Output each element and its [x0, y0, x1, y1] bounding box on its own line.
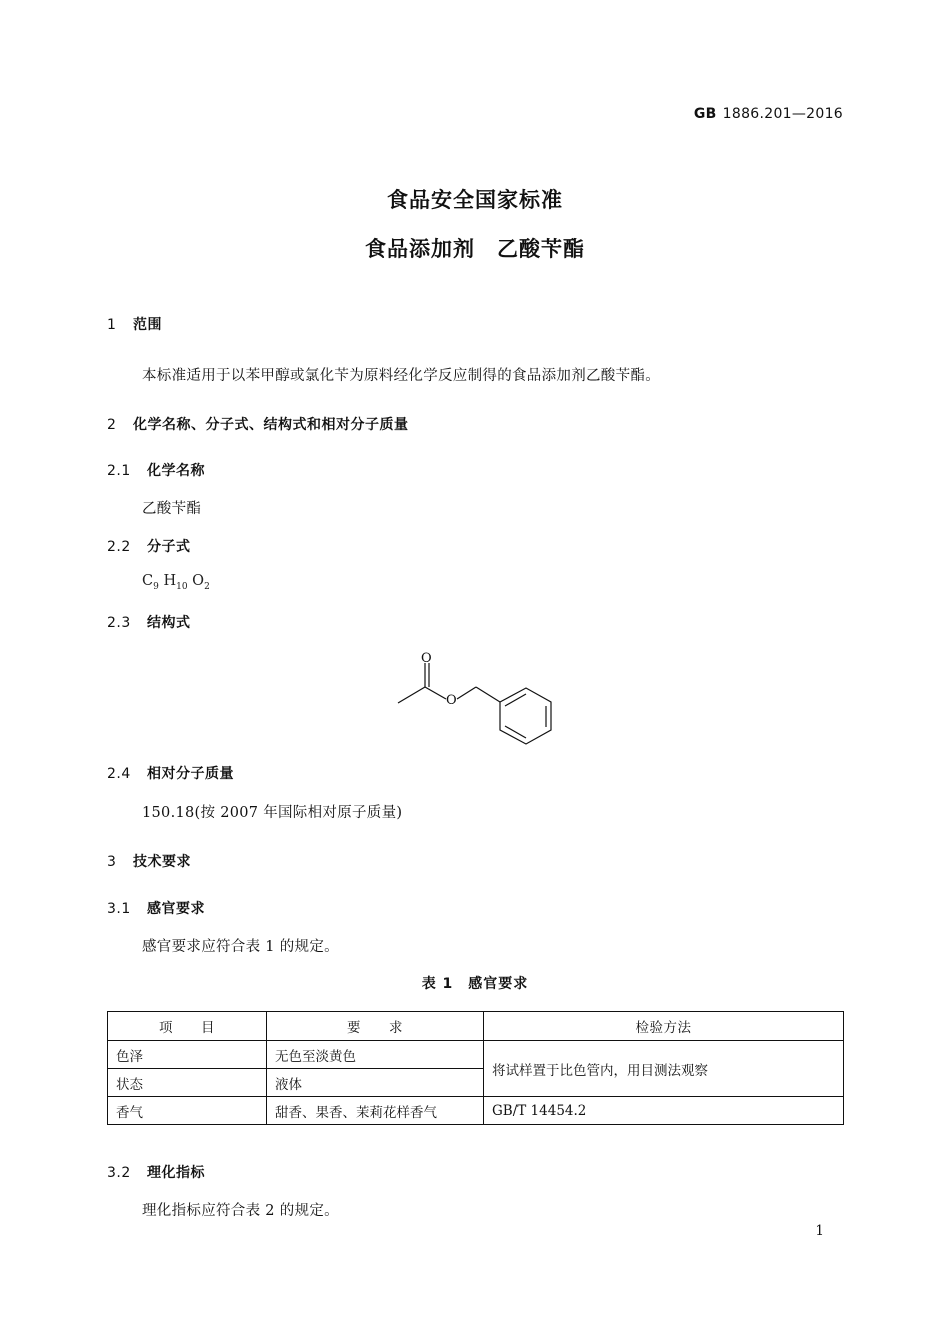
- table-row: [108, 1041, 844, 1069]
- section-number: 2: [107, 417, 117, 433]
- table-cell-requirement: 无色至淡黄色: [267, 1041, 484, 1069]
- section-3-2-heading: [107, 1162, 205, 1182]
- table-cell-method-merged: 将试样置于比色管内，用目测法观察: [484, 1041, 844, 1097]
- table-header-row: [108, 1012, 844, 1041]
- section-title: 化学名称: [147, 463, 205, 479]
- table-cell-method: GB/T 14454.2: [484, 1097, 844, 1125]
- section-number: 2.3: [107, 615, 131, 631]
- carbonyl-oxygen-label: O: [421, 651, 432, 666]
- section-3-heading: [107, 851, 191, 871]
- section-number: 3.1: [107, 901, 131, 917]
- section-3-1-heading: [107, 898, 205, 918]
- table-cell-requirement: 甜香、果香、茉莉花样香气: [267, 1097, 484, 1125]
- section-3-1-text: 感官要求应符合表 1 的规定。: [142, 939, 339, 955]
- table-row: [108, 1097, 844, 1125]
- section-number: 1: [107, 317, 117, 333]
- section-title: 感官要求: [147, 901, 205, 917]
- molecular-mass-text: 150.18(按 2007 年国际相对原子质量): [142, 805, 403, 821]
- sensory-requirements-table: [107, 1011, 844, 1125]
- section-title: 理化指标: [147, 1165, 205, 1181]
- document-title-main: 食品安全国家标准: [387, 188, 563, 212]
- table-cell-item: 香气: [108, 1097, 267, 1125]
- structural-formula-diagram: [390, 648, 560, 748]
- table-1-caption: 表 1 感官要求: [421, 976, 529, 992]
- column-header: 要 求: [267, 1012, 484, 1041]
- standard-number: [694, 106, 843, 122]
- section-2-2-heading: [107, 536, 191, 556]
- section-1-heading: [107, 314, 162, 334]
- ester-oxygen-label: O: [446, 693, 457, 708]
- section-number: 3.2: [107, 1165, 131, 1181]
- page-number: 1: [815, 1223, 824, 1239]
- molecular-formula: $C_9$ $H_{10}$ $O_2$: [142, 573, 210, 592]
- section-2-heading: [107, 414, 409, 434]
- chemical-name-text: 乙酸苄酯: [142, 501, 202, 517]
- section-title: 相对分子质量: [147, 766, 234, 782]
- column-header: 项 目: [108, 1012, 267, 1041]
- section-title: 结构式: [147, 615, 191, 631]
- table-cell-item: 状态: [108, 1069, 267, 1097]
- section-3-2-text: 理化指标应符合表 2 的规定。: [142, 1203, 339, 1219]
- section-2-1-heading: [107, 460, 205, 480]
- section-number: 2.4: [107, 766, 131, 782]
- table-cell-requirement: 液体: [267, 1069, 484, 1097]
- section-1-text: 本标准适用于以苯甲醇或氯化苄为原料经化学反应制得的食品添加剂乙酸苄酯。: [142, 368, 660, 384]
- standard-prefix: GB: [693, 106, 717, 122]
- table-cell-item: 色泽: [108, 1041, 267, 1069]
- section-title: 技术要求: [133, 854, 191, 870]
- section-title: 范围: [133, 317, 162, 333]
- section-number: 2.2: [107, 539, 131, 555]
- section-2-4-heading: [107, 763, 234, 783]
- section-title: 分子式: [147, 539, 191, 555]
- section-number: 2.1: [107, 463, 131, 479]
- section-2-3-heading: [107, 612, 191, 632]
- section-title: 化学名称、分子式、结构式和相对分子质量: [133, 417, 409, 433]
- section-number: 3: [107, 854, 117, 870]
- standard-code: 1886.201—2016: [722, 106, 843, 122]
- column-header: 检验方法: [484, 1012, 844, 1041]
- document-title-sub: 食品添加剂 乙酸苄酯: [365, 237, 585, 261]
